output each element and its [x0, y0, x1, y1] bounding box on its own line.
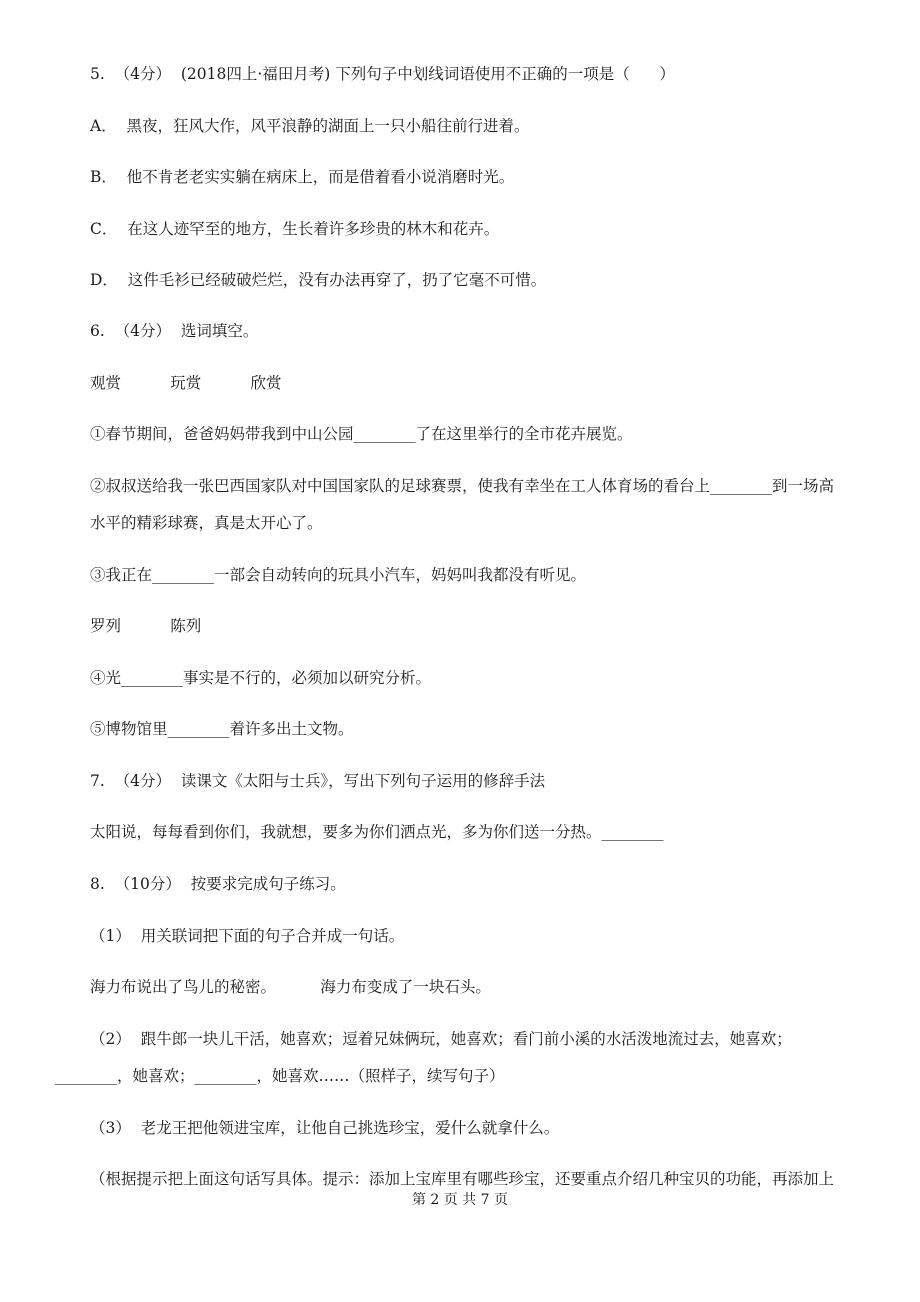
- q6-sentence-2-line-2: 水平的精彩球赛，真是太开心了。: [90, 514, 323, 532]
- q8-part-2-line-1: （2） 跟牛郎一块儿干活，她喜欢；逗着兄妹俩玩，她喜欢；看门前小溪的水活泼地流过去，她喜欢；: [90, 1030, 792, 1048]
- q6-sentence-4: ④光________事实是不行的，必须加以研究分析。: [90, 669, 432, 687]
- q5-option-a: A． 黑夜，狂风大作，风平浪静的湖面上一只小船往前行进着。: [90, 117, 530, 135]
- page-footer: 第 2 页 共 7 页: [411, 1192, 509, 1208]
- q5-option-b: B． 他不肯老老实实躺在病床上，而是借着看小说消磨时光。: [90, 168, 515, 186]
- q6-sentence-5: ⑤博物馆里________着许多出土文物。: [90, 720, 354, 738]
- q8-part-3: （3） 老龙王把他领进宝库，让他自己挑选珍宝，爱什么就拿什么。: [90, 1119, 560, 1137]
- q8-part-2-line-2: ________，她喜欢；________，她喜欢……（照样子，续写句子）: [55, 1067, 505, 1085]
- q7-sentence: 太阳说，每每看到你们，我就想，要多为你们洒点光，多为你们送一分热。________: [90, 823, 664, 841]
- q8-part-1-sentence: 海力布说出了鸟儿的秘密。 海力布变成了一块石头。: [90, 978, 491, 996]
- q8-part-1: （1） 用关联词把下面的句子合并成一句话。: [90, 927, 405, 945]
- q6-word-bank-1: 观赏 玩赏 欣赏: [90, 374, 282, 392]
- q6-stem: 6. （4分） 选词填空。: [90, 322, 259, 340]
- q6-sentence-1: ①春节期间，爸爸妈妈带我到中山公园________了在这里举行的全市花卉展览。: [90, 425, 633, 443]
- q5-stem: 5. （4分） (2018四上·福田月考) 下列句子中划线词语使用不正确的一项是（ ）: [90, 65, 675, 83]
- q8-part-3-hint: （根据提示把上面这句话写具体。提示：添加上宝库里有哪些珍宝，还要重点介绍几种宝贝的功能，再添加上: [90, 1170, 835, 1188]
- q5-option-c: C． 在这人迹罕至的地方，生长着许多珍贵的林木和花卉。: [90, 220, 500, 238]
- q8-stem: 8. （10分） 按要求完成句子练习。: [90, 875, 346, 893]
- q5-option-d: D． 这件毛衫已经破破烂烂，没有办法再穿了，扔了它毫不可惜。: [90, 271, 547, 289]
- q6-sentence-3: ③我正在________一部会自动转向的玩具小汽车，妈妈叫我都没有听见。: [90, 566, 587, 584]
- q6-sentence-2-line-1: ②叔叔送给我一张巴西国家队对中国国家队的足球赛票，使我有幸坐在工人体育场的看台上________到一场高: [90, 477, 835, 495]
- q7-stem: 7. （4分） 读课文《太阳与士兵》，写出下列句子运用的修辞手法: [90, 772, 546, 790]
- q6-word-bank-2: 罗列 陈列: [90, 617, 202, 635]
